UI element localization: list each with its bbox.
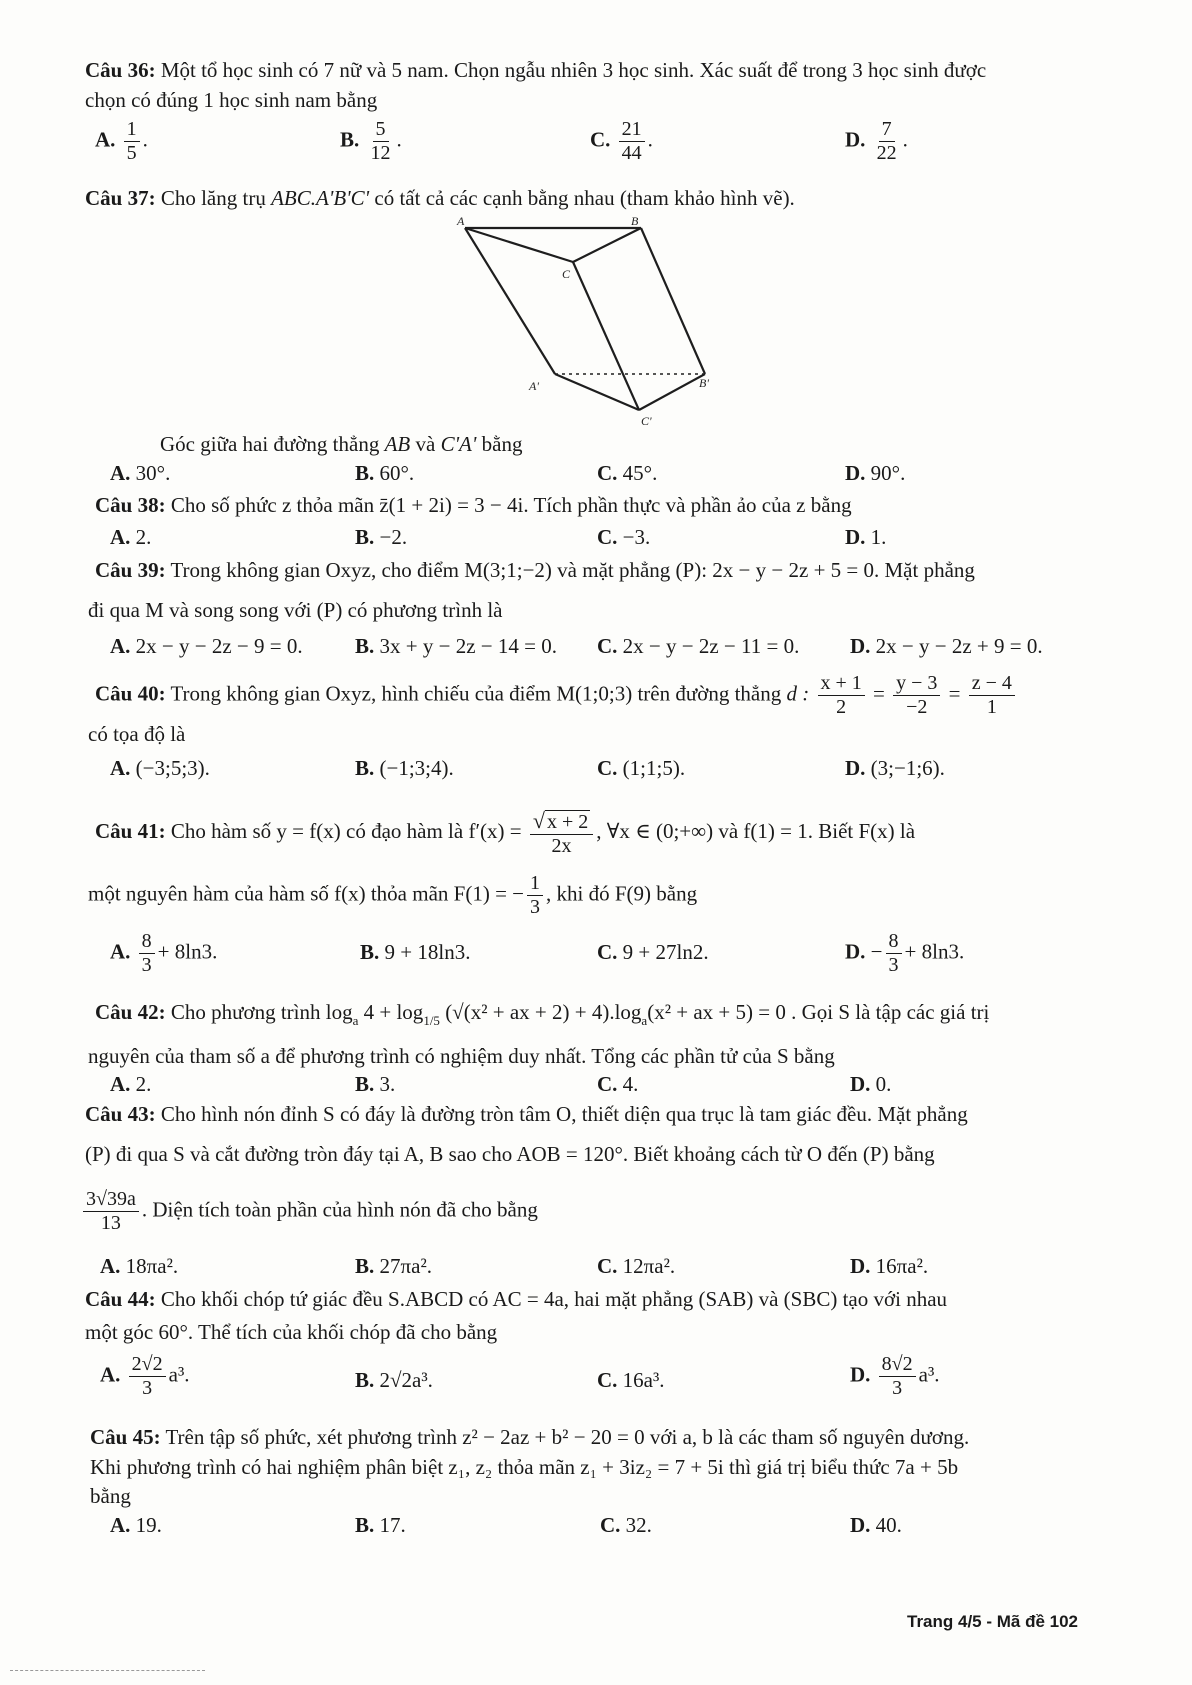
- q45-line2: Khi phương trình có hai nghiệm phân biệt z₁, z₂ thỏa mãn z₁ + 3iz₂ = 7 + 5i thì giá trị biểu thức 7a + 5b: [90, 1455, 959, 1479]
- q36-option-b[interactable]: B. $\frac{5}{12}$ .: [340, 118, 402, 164]
- fraction: $\frac{y - 3}{-2}$: [893, 672, 940, 719]
- q45-option-b[interactable]: B. 17.: [355, 1513, 406, 1537]
- q37-option-d[interactable]: D. 90°.: [845, 461, 906, 485]
- q37-label: Câu 37:: [85, 186, 156, 210]
- fraction: $\frac{√ x + 2}{2x}$: [530, 808, 593, 858]
- prism-figure: [455, 212, 720, 427]
- q42-option-a[interactable]: A. 2.: [110, 1072, 152, 1096]
- q38-label: Câu 38:: [95, 493, 166, 517]
- q36-stem-1: Một tổ học sinh có 7 nữ và 5 nam. Chọn ngẫu nhiên 3 học sinh. Xác suất để trong 3 học sinh được: [160, 58, 987, 82]
- q45-line3: bằng: [90, 1484, 131, 1508]
- fraction: $\frac{3√39a}{13}$: [83, 1188, 139, 1235]
- q41-option-d[interactable]: D. − $\frac{8}{3}$ + 8ln3.: [845, 930, 965, 976]
- q43-line1: Câu 43: Cho hình nón đỉnh S có đáy là đường tròn tâm O, thiết diện qua trục là tam giác đều. Mặt phẳng: [85, 1102, 968, 1126]
- fraction: $\frac{21}{44}$: [619, 118, 645, 165]
- q38-option-a[interactable]: A. 2.: [110, 525, 152, 549]
- vertex-b-label: B: [631, 214, 639, 228]
- q38-line1: Câu 38: Cho số phức z thỏa mãn z̄(1 + 2i) = 3 − 4i. Tích phần thực và phần ảo của z bằng: [95, 493, 852, 517]
- q42-option-c[interactable]: C. 4.: [597, 1072, 639, 1096]
- q45-option-c[interactable]: C. 32.: [600, 1513, 652, 1537]
- vertex-a1-label: A': [529, 379, 539, 393]
- q45-option-a[interactable]: A. 19.: [110, 1513, 162, 1537]
- q42-label: Câu 42:: [95, 1000, 166, 1024]
- q43-option-d[interactable]: D. 16πa².: [850, 1254, 929, 1278]
- q44-line1: Câu 44: Cho khối chóp tứ giác đều S.ABCD có AC = 4a, hai mặt phẳng (SAB) và (SBC) tạo với nhau: [85, 1287, 948, 1311]
- vertex-b1-label: B': [699, 376, 709, 390]
- q39-option-c[interactable]: C. 2x − y − 2z − 11 = 0.: [597, 634, 800, 658]
- q40-option-c[interactable]: C. (1;1;5).: [597, 756, 686, 780]
- q42-option-b[interactable]: B. 3.: [355, 1072, 396, 1096]
- q43-option-c[interactable]: C. 12πa².: [597, 1254, 676, 1278]
- fraction: $\frac{8}{3}$: [139, 930, 155, 977]
- q43-option-b[interactable]: B. 27πa².: [355, 1254, 432, 1278]
- fraction: $\frac{1}{3}$: [527, 872, 543, 919]
- q41-label: Câu 41:: [95, 818, 166, 843]
- fraction: $\frac{8}{3}$: [886, 930, 902, 977]
- q39-option-d[interactable]: D. 2x − y − 2z + 9 = 0.: [850, 634, 1043, 658]
- bottom-divider: [10, 1670, 205, 1671]
- q37-option-a[interactable]: A. 30°.: [110, 461, 171, 485]
- q45-line1: Câu 45: Trên tập số phức, xét phương trình z² − 2az + b² − 20 = 0 với a, b là các tham số nguyên dương.: [90, 1425, 970, 1449]
- q44-option-a[interactable]: A. $\frac{2√2}{3}$ a³.: [100, 1353, 190, 1399]
- q41-line2: một nguyên hàm của hàm số f(x) thỏa mãn F(1) = − $\frac{1}{3}$ , khi đó F(9) bằng: [88, 872, 698, 918]
- q39-option-a[interactable]: A. 2x − y − 2z − 9 = 0.: [110, 634, 303, 658]
- q41-option-a[interactable]: A. $\frac{8}{3}$ + 8ln3.: [110, 930, 218, 976]
- q40-line2: có tọa độ là: [88, 722, 186, 746]
- page-footer: Trang 4/5 - Mã đề 102: [907, 1612, 1079, 1631]
- q44-option-c[interactable]: C. 16a³.: [597, 1368, 665, 1392]
- q38-option-b[interactable]: B. −2.: [355, 525, 408, 549]
- fraction: $\frac{8√2}{3}$: [879, 1353, 916, 1400]
- q38-option-c[interactable]: C. −3.: [597, 525, 651, 549]
- q36-option-d[interactable]: D. $\frac{7}{22}$ .: [845, 118, 908, 164]
- q44-option-b[interactable]: B. 2√2a³.: [355, 1368, 433, 1392]
- q40-option-d[interactable]: D. (3;−1;6).: [845, 756, 945, 780]
- q41-option-c[interactable]: C. 9 + 27ln2.: [597, 940, 709, 964]
- q40-option-b[interactable]: B. (−1;3;4).: [355, 756, 454, 780]
- vertex-c-label: C: [562, 267, 571, 281]
- q44-line2: một góc 60°. Thể tích của khối chóp đã cho bằng: [85, 1320, 498, 1344]
- q36-stem-2: chọn có đúng 1 học sinh nam bằng: [85, 88, 378, 112]
- q41-option-b[interactable]: B. 9 + 18ln3.: [360, 940, 471, 964]
- q40-label: Câu 40:: [95, 681, 166, 706]
- q36-line2: [85, 88, 377, 113]
- q39-label: Câu 39:: [95, 558, 166, 582]
- q36-label: Câu 36:: [85, 58, 156, 82]
- q42-line2: nguyên của tham số a để phương trình có nghiệm duy nhất. Tổng các phần tử của S bằng: [88, 1044, 835, 1068]
- q42-line1: Câu 42: Cho phương trình $\log_a 4 + \log_{1/5} (√(x^2$ + ax + $2) + 4).\log_a(x^2$ + ax + 5) = 0 . Gọi S là tập các giá trị: [95, 1000, 990, 1028]
- q36-option-a[interactable]: A. $\frac{1}{5}$ .: [95, 118, 148, 164]
- fraction: $\frac{x + 1}{2}$: [818, 672, 865, 719]
- q37-option-c[interactable]: C. 45°.: [597, 461, 658, 485]
- q37-line1: Câu 37: Cho lăng trụ ABC.A'B'C' có tất cả các cạnh bằng nhau (tham khảo hình vẽ).: [85, 186, 795, 210]
- fraction: $\frac{2√2}{3}$: [129, 1353, 166, 1400]
- q39-line2: đi qua M và song song với (P) có phương trình là: [88, 598, 503, 622]
- q43-option-a[interactable]: A. 18πa².: [100, 1254, 179, 1278]
- fraction: $\frac{z - 4}{1}$: [969, 672, 1015, 719]
- vertex-a-label: A: [457, 214, 465, 228]
- q44-label: Câu 44:: [85, 1287, 156, 1311]
- q43-line2: (P) đi qua S và cắt đường tròn đáy tại A, B sao cho AOB = 120°. Biết khoảng cách từ O đến (P) bằng: [85, 1142, 935, 1166]
- q39-option-b[interactable]: B. 3x + y − 2z − 14 = 0.: [355, 634, 557, 658]
- q43-label: Câu 43:: [85, 1102, 156, 1126]
- q42-option-d[interactable]: D. 0.: [850, 1072, 892, 1096]
- fraction: $\frac{7}{22}$: [876, 118, 897, 164]
- q37-option-b[interactable]: B. 60°.: [355, 461, 415, 485]
- fraction: $\frac{5}{12}$: [370, 118, 391, 164]
- q43-line3: $\frac{3√39a}{13}$ . Diện tích toàn phần của hình nón đã cho bằng: [80, 1188, 538, 1235]
- vertex-c1-label: C': [641, 414, 652, 427]
- q36-line1: [85, 58, 986, 83]
- q44-option-d[interactable]: D. $\frac{8√2}{3}$ a³.: [850, 1353, 940, 1399]
- q39-line1: Câu 39: Trong không gian Oxyz, cho điểm M(3;1;−2) và mặt phẳng (P): 2x − y − 2z + 5 = 0. Mặt phẳng: [95, 558, 975, 582]
- q40-line1: Câu 40: Trong không gian Oxyz, hình chiếu của điểm M(1;0;3) trên đường thẳng d : $\frac{x + 1}{2}$ = $\frac{y - 3}{-2}$ = $\frac{z - 4}{1}$: [95, 672, 1018, 719]
- q45-option-d[interactable]: D. 40.: [850, 1513, 902, 1537]
- q41-line1: Câu 41: Cho hàm số y = f(x) có đạo hàm là f′(x) = $\frac{√ x + 2}{2x}$ , ∀x ∈ (0;+∞) và f(1) = 1. Biết F(x) là: [95, 808, 916, 857]
- q45-label: Câu 45:: [90, 1425, 161, 1449]
- q40-option-a[interactable]: A. (−3;5;3).: [110, 756, 210, 780]
- fraction: $\frac{1}{5}$: [124, 118, 140, 165]
- q36-option-c[interactable]: C. $\frac{21}{44}$ .: [590, 118, 653, 164]
- q37-question: Góc giữa hai đường thẳng AB và C'A' bằng: [160, 432, 523, 456]
- q38-option-d[interactable]: D. 1.: [845, 525, 887, 549]
